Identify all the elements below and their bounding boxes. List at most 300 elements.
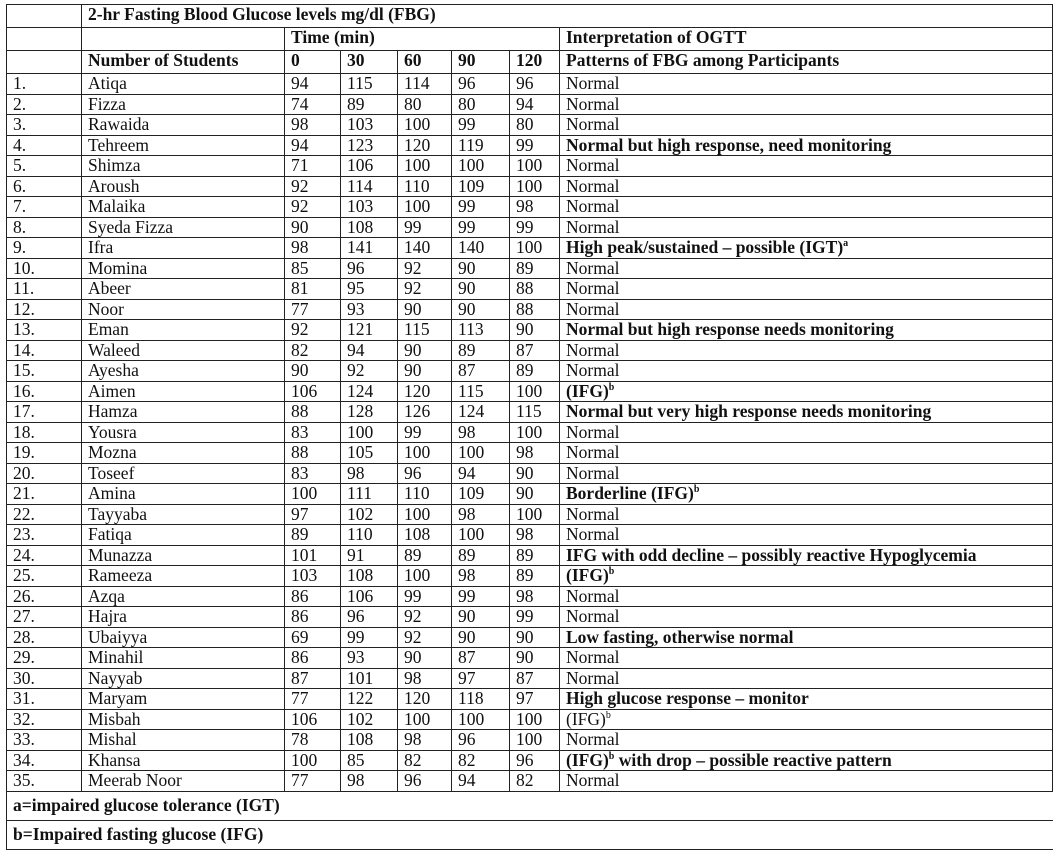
- glucose-value: 100: [510, 730, 560, 751]
- glucose-value: 140: [452, 238, 510, 259]
- glucose-value: 100: [398, 566, 452, 587]
- interpretation: [560, 504, 1053, 525]
- row-number: 14.: [7, 340, 82, 361]
- glucose-value: 99: [510, 217, 560, 238]
- glucose-value: 110: [398, 484, 452, 505]
- glucose-value: 99: [510, 135, 560, 156]
- student-name: Rameeza: [82, 566, 285, 587]
- row-number: 13.: [7, 320, 82, 341]
- glucose-value: 81: [285, 279, 341, 300]
- glucose-value: 99: [510, 607, 560, 628]
- glucose-value: 101: [341, 668, 398, 689]
- glucose-value: 90: [510, 320, 560, 341]
- glucose-value: 89: [510, 361, 560, 382]
- glucose-value: 86: [285, 607, 341, 628]
- student-name: Toseef: [82, 463, 285, 484]
- time-120-header: 120: [510, 51, 560, 74]
- glucose-value: 96: [452, 730, 510, 751]
- glucose-value: 98: [452, 566, 510, 587]
- glucose-value: 88: [285, 443, 341, 464]
- student-name: Tehreem: [82, 135, 285, 156]
- glucose-value: 106: [285, 381, 341, 402]
- glucose-value: 100: [510, 381, 560, 402]
- glucose-value: 92: [285, 197, 341, 218]
- glucose-value: 121: [341, 320, 398, 341]
- interpretation-text: Low fasting, otherwise normal: [566, 627, 794, 647]
- footnote-a: a=impaired glucose tolerance (IGT): [7, 791, 1053, 820]
- student-name: Syeda Fizza: [82, 217, 285, 238]
- table-row: [7, 361, 1053, 382]
- table-row: [7, 217, 1053, 238]
- glucose-value: 99: [452, 197, 510, 218]
- glucose-value: 141: [341, 238, 398, 259]
- glucose-value: 111: [341, 484, 398, 505]
- glucose-value: 98: [452, 504, 510, 525]
- glucose-value: 98: [510, 586, 560, 607]
- table-title: 2-hr Fasting Blood Glucose levels mg/dl (FBG): [82, 5, 1053, 28]
- glucose-value: 77: [285, 771, 341, 792]
- glucose-value: 93: [341, 299, 398, 320]
- interpretation: [560, 750, 1053, 771]
- row-number: 31.: [7, 689, 82, 710]
- footnote-row: [7, 791, 1053, 820]
- glucose-value: 92: [285, 320, 341, 341]
- interpretation: [560, 320, 1053, 341]
- footnote-marker: b: [608, 381, 615, 393]
- glucose-value: 100: [398, 504, 452, 525]
- glucose-value: 120: [398, 381, 452, 402]
- footnote-marker: b: [608, 566, 615, 578]
- interpretation-text: Normal: [566, 504, 620, 524]
- glucose-value: 100: [398, 709, 452, 730]
- glucose-value: 92: [398, 607, 452, 628]
- table-row: [7, 689, 1053, 710]
- glucose-value: 100: [398, 197, 452, 218]
- interpretation-text: Normal: [566, 360, 620, 380]
- glucose-value: 128: [341, 402, 398, 423]
- row-number: 1.: [7, 74, 82, 95]
- table-row: [7, 648, 1053, 669]
- glucose-value: 74: [285, 94, 341, 115]
- interpretation: [560, 135, 1053, 156]
- interpretation: [560, 689, 1053, 710]
- interpretation: [560, 463, 1053, 484]
- glucose-value: 89: [510, 566, 560, 587]
- glucose-value: 89: [452, 340, 510, 361]
- glucose-value: 106: [341, 156, 398, 177]
- glucose-value: 91: [341, 545, 398, 566]
- glucose-value: 90: [398, 361, 452, 382]
- glucose-value: 120: [398, 135, 452, 156]
- glucose-value: 99: [398, 586, 452, 607]
- table-row: [7, 299, 1053, 320]
- glucose-value: 87: [285, 668, 341, 689]
- interpretation: [560, 545, 1053, 566]
- interpretation-text: (IFG): [566, 750, 609, 770]
- time-30-header: 30: [341, 51, 398, 74]
- row-number: 7.: [7, 197, 82, 218]
- student-name: Waleed: [82, 340, 285, 361]
- glucose-value: 115: [341, 74, 398, 95]
- glucose-value: 103: [341, 115, 398, 136]
- glucose-value: 80: [398, 94, 452, 115]
- student-name: Munazza: [82, 545, 285, 566]
- glucose-value: 90: [452, 299, 510, 320]
- interpretation: [560, 422, 1053, 443]
- table-row: [7, 422, 1053, 443]
- glucose-value: 124: [452, 402, 510, 423]
- student-name: Abeer: [82, 279, 285, 300]
- student-name: Khansa: [82, 750, 285, 771]
- interpretation-text: Normal but high response needs monitoring: [566, 319, 894, 339]
- interpretation-text: Normal: [566, 586, 620, 606]
- glucose-value: 94: [452, 463, 510, 484]
- student-name: Aroush: [82, 176, 285, 197]
- interpretation: [560, 484, 1053, 505]
- student-name: Tayyaba: [82, 504, 285, 525]
- row-number: 8.: [7, 217, 82, 238]
- interpretation: [560, 176, 1053, 197]
- student-name: Hamza: [82, 402, 285, 423]
- student-name: Fatiqa: [82, 525, 285, 546]
- time-header: Time (min): [285, 28, 560, 51]
- student-name: Momina: [82, 258, 285, 279]
- glucose-value: 85: [341, 750, 398, 771]
- row-number: 29.: [7, 648, 82, 669]
- glucose-value: 92: [398, 279, 452, 300]
- table-row: [7, 709, 1053, 730]
- glucose-value: 90: [285, 361, 341, 382]
- glucose-value: 100: [510, 422, 560, 443]
- interpretation-text: High peak/sustained – possible (IGT): [566, 237, 844, 257]
- glucose-value: 89: [510, 258, 560, 279]
- footnotes: [7, 791, 1053, 849]
- row-number: 10.: [7, 258, 82, 279]
- glucose-value: 88: [510, 299, 560, 320]
- interpretation-text: Normal: [566, 114, 620, 134]
- table-row: [7, 771, 1053, 792]
- glucose-value: 110: [341, 525, 398, 546]
- interpretation: [560, 217, 1053, 238]
- data-table-container: [6, 4, 1052, 850]
- glucose-value: 98: [398, 730, 452, 751]
- glucose-value: 98: [398, 668, 452, 689]
- glucose-value: 97: [452, 668, 510, 689]
- student-name: Malaika: [82, 197, 285, 218]
- glucose-value: 87: [452, 361, 510, 382]
- interpretation-text: (IFG): [566, 709, 606, 729]
- glucose-value: 96: [341, 258, 398, 279]
- student-name: Azqa: [82, 586, 285, 607]
- table-row: [7, 566, 1053, 587]
- interpretation: [560, 361, 1053, 382]
- glucose-value: 99: [398, 422, 452, 443]
- glucose-value: 114: [341, 176, 398, 197]
- glucose-value: 109: [452, 484, 510, 505]
- glucose-value: 100: [452, 443, 510, 464]
- row-number: 17.: [7, 402, 82, 423]
- glucose-value: 110: [398, 176, 452, 197]
- glucose-value: 89: [398, 545, 452, 566]
- glucose-value: 100: [285, 750, 341, 771]
- interpretation-text: Normal: [566, 155, 620, 175]
- glucose-value: 106: [341, 586, 398, 607]
- interpretation: [560, 402, 1053, 423]
- glucose-value: 100: [510, 176, 560, 197]
- glucose-value: 102: [341, 504, 398, 525]
- interpretation: [560, 258, 1053, 279]
- table-body: [7, 5, 1053, 792]
- table-row: [7, 750, 1053, 771]
- interpretation: [560, 94, 1053, 115]
- student-name: Mishal: [82, 730, 285, 751]
- glucose-value: 94: [341, 340, 398, 361]
- interpretation-header: Interpretation of OGTT: [560, 28, 1053, 51]
- row-number: 5.: [7, 156, 82, 177]
- student-name: Minahil: [82, 648, 285, 669]
- glucose-value: 77: [285, 689, 341, 710]
- student-name: Ayesha: [82, 361, 285, 382]
- glucose-value: 123: [341, 135, 398, 156]
- glucose-value: 103: [341, 197, 398, 218]
- glucose-value: 94: [510, 94, 560, 115]
- student-name: Meerab Noor: [82, 771, 285, 792]
- student-name: Ifra: [82, 238, 285, 259]
- glucose-value: 71: [285, 156, 341, 177]
- glucose-value: 114: [398, 74, 452, 95]
- interpretation-text: Normal but very high response needs monitoring: [566, 401, 932, 421]
- row-number: 27.: [7, 607, 82, 628]
- table-row: [7, 443, 1053, 464]
- glucose-value: 80: [452, 94, 510, 115]
- interpretation: [560, 668, 1053, 689]
- glucose-value: 88: [510, 279, 560, 300]
- glucose-value: 96: [398, 463, 452, 484]
- row-number: 30.: [7, 668, 82, 689]
- title-row: [7, 5, 1053, 28]
- table-row: [7, 607, 1053, 628]
- student-name: Eman: [82, 320, 285, 341]
- interpretation-text: (IFG): [566, 381, 609, 401]
- row-number: 4.: [7, 135, 82, 156]
- glucose-value: 140: [398, 238, 452, 259]
- student-name: Misbah: [82, 709, 285, 730]
- glucose-value: 82: [510, 771, 560, 792]
- glucose-value: 95: [341, 279, 398, 300]
- interpretation: [560, 566, 1053, 587]
- glucose-value: 119: [452, 135, 510, 156]
- interpretation: [560, 525, 1053, 546]
- time-0-header: 0: [285, 51, 341, 74]
- glucose-value: 118: [452, 689, 510, 710]
- interpretation-text: Normal: [566, 217, 620, 237]
- glucose-value: 115: [452, 381, 510, 402]
- glucose-value: 87: [452, 648, 510, 669]
- glucose-value: 92: [398, 627, 452, 648]
- students-header: Number of Students: [82, 51, 285, 74]
- interpretation-text: IFG with odd decline – possibly reactive Hypoglycemia: [566, 545, 977, 565]
- table-row: [7, 135, 1053, 156]
- interpretation: [560, 607, 1053, 628]
- glucose-value: 98: [285, 238, 341, 259]
- row-number: 9.: [7, 238, 82, 259]
- glucose-value: 94: [285, 74, 341, 95]
- student-name: Rawaida: [82, 115, 285, 136]
- blank-cell: [7, 28, 82, 51]
- glucose-value: 90: [510, 648, 560, 669]
- glucose-value: 94: [285, 135, 341, 156]
- interpretation: [560, 115, 1053, 136]
- interpretation: [560, 156, 1053, 177]
- student-name: Hajra: [82, 607, 285, 628]
- glucose-value: 90: [285, 217, 341, 238]
- glucose-value: 98: [341, 771, 398, 792]
- table-row: [7, 176, 1053, 197]
- row-number: 24.: [7, 545, 82, 566]
- time-90-header: 90: [452, 51, 510, 74]
- interpretation: [560, 586, 1053, 607]
- glucose-value: 100: [510, 156, 560, 177]
- student-name: Maryam: [82, 689, 285, 710]
- interpretation-text: Normal: [566, 668, 620, 688]
- student-name: Fizza: [82, 94, 285, 115]
- interpretation: [560, 279, 1053, 300]
- blank-cell: [7, 51, 82, 74]
- glucose-value: 90: [398, 340, 452, 361]
- glucose-value: 99: [398, 217, 452, 238]
- glucose-value: 120: [398, 689, 452, 710]
- student-name: Noor: [82, 299, 285, 320]
- glucose-value: 96: [341, 607, 398, 628]
- glucose-value: 96: [452, 74, 510, 95]
- row-number: 18.: [7, 422, 82, 443]
- table-row: [7, 197, 1053, 218]
- glucose-value: 122: [341, 689, 398, 710]
- glucose-value: 100: [285, 484, 341, 505]
- student-name: Ubaiyya: [82, 627, 285, 648]
- glucose-value: 108: [398, 525, 452, 546]
- glucose-value: 77: [285, 299, 341, 320]
- glucose-value: 99: [452, 115, 510, 136]
- interpretation: [560, 238, 1053, 259]
- glucose-value: 109: [452, 176, 510, 197]
- glucose-value: 97: [285, 504, 341, 525]
- glucose-value: 98: [510, 443, 560, 464]
- row-number: 22.: [7, 504, 82, 525]
- interpretation-text: Normal: [566, 442, 620, 462]
- row-number: 16.: [7, 381, 82, 402]
- glucose-value: 83: [285, 463, 341, 484]
- glucose-value: 86: [285, 648, 341, 669]
- interpretation: [560, 709, 1053, 730]
- table-row: [7, 627, 1053, 648]
- row-number: 2.: [7, 94, 82, 115]
- table-row: [7, 668, 1053, 689]
- interpretation-text: Normal: [566, 647, 620, 667]
- glucose-value: 100: [398, 443, 452, 464]
- glucose-value: 69: [285, 627, 341, 648]
- row-number: 20.: [7, 463, 82, 484]
- glucose-value: 90: [452, 607, 510, 628]
- student-name: Amina: [82, 484, 285, 505]
- footnote-marker: b: [605, 709, 611, 721]
- footnote-marker: a: [843, 238, 849, 250]
- glucose-value: 99: [452, 217, 510, 238]
- glucose-value: 90: [452, 627, 510, 648]
- interpretation-text: Normal: [566, 729, 620, 749]
- glucose-value: 102: [341, 709, 398, 730]
- glucose-value: 98: [285, 115, 341, 136]
- glucose-value: 82: [398, 750, 452, 771]
- interpretation-text: Normal: [566, 422, 620, 442]
- interpretation-text: Normal: [566, 606, 620, 626]
- glucose-value: 99: [452, 586, 510, 607]
- row-number: 35.: [7, 771, 82, 792]
- row-number: 26.: [7, 586, 82, 607]
- glucose-value: 101: [285, 545, 341, 566]
- glucose-value: 90: [398, 648, 452, 669]
- glucose-value: 89: [510, 545, 560, 566]
- interpretation: [560, 771, 1053, 792]
- table-row: [7, 463, 1053, 484]
- glucose-value: 98: [341, 463, 398, 484]
- row-number: 6.: [7, 176, 82, 197]
- glucose-value: 89: [452, 545, 510, 566]
- table-row: [7, 258, 1053, 279]
- glucose-value: 98: [510, 197, 560, 218]
- table-row: [7, 381, 1053, 402]
- interpretation-text: High glucose response – monitor: [566, 688, 809, 708]
- table-row: [7, 238, 1053, 259]
- student-name: Yousra: [82, 422, 285, 443]
- column-header-row: [7, 51, 1053, 74]
- glucose-value: 99: [341, 627, 398, 648]
- glucose-value: 115: [510, 402, 560, 423]
- glucose-value: 100: [398, 156, 452, 177]
- glucose-value: 100: [452, 525, 510, 546]
- glucose-value: 86: [285, 586, 341, 607]
- glucose-value: 78: [285, 730, 341, 751]
- interpretation-text: Normal: [566, 94, 620, 114]
- glucose-table: [6, 4, 1053, 850]
- row-number: 34.: [7, 750, 82, 771]
- table-row: [7, 545, 1053, 566]
- interpretation-text: Normal: [566, 73, 620, 93]
- glucose-value: 87: [510, 668, 560, 689]
- glucose-value: 100: [510, 709, 560, 730]
- interpretation-text: Normal: [566, 299, 620, 319]
- glucose-value: 88: [285, 402, 341, 423]
- glucose-value: 85: [285, 258, 341, 279]
- glucose-value: 92: [398, 258, 452, 279]
- glucose-value: 89: [285, 525, 341, 546]
- interpretation: [560, 197, 1053, 218]
- row-number: 19.: [7, 443, 82, 464]
- glucose-value: 96: [510, 74, 560, 95]
- footnote-row: [7, 820, 1053, 849]
- row-number: 15.: [7, 361, 82, 382]
- interpretation: [560, 627, 1053, 648]
- glucose-value: 93: [341, 648, 398, 669]
- interpretation-text: Normal: [566, 340, 620, 360]
- row-number: 3.: [7, 115, 82, 136]
- row-number: 28.: [7, 627, 82, 648]
- glucose-value: 82: [452, 750, 510, 771]
- glucose-value: 87: [510, 340, 560, 361]
- interpretation-text: Normal: [566, 524, 620, 544]
- glucose-value: 89: [341, 94, 398, 115]
- interpretation-text: Normal: [566, 463, 620, 483]
